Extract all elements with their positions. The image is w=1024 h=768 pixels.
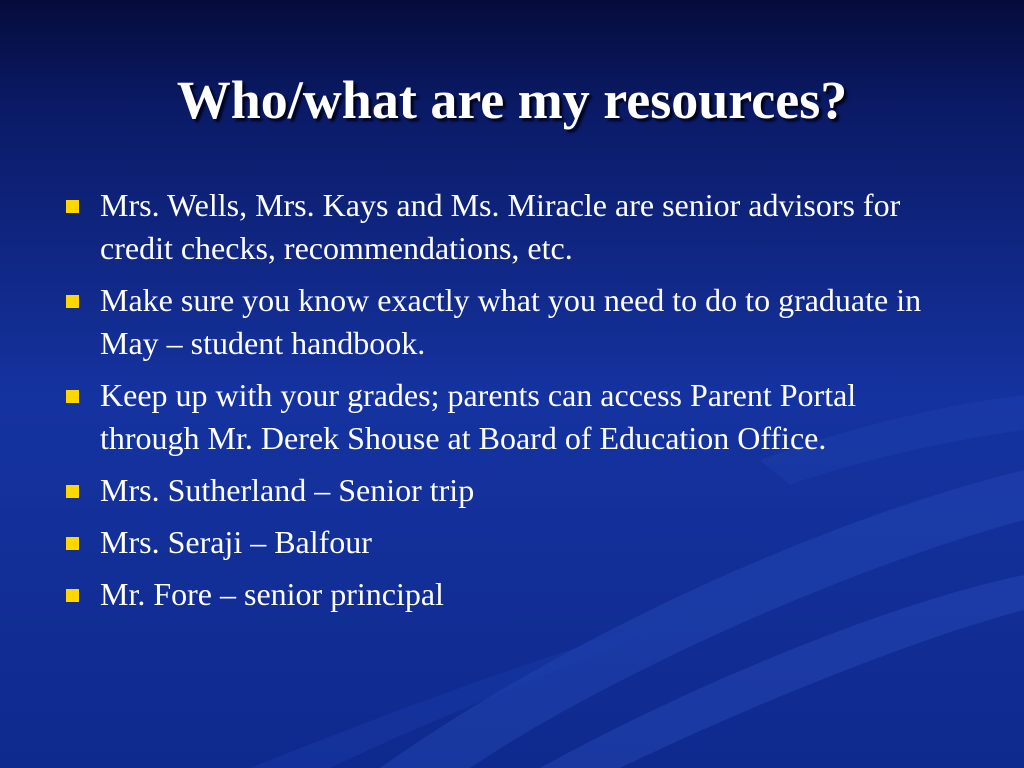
bullet-item [62,184,942,270]
square-bullet-icon [66,485,79,498]
bullet-text: Keep up with your grades; parents can access Parent Portal through Mr. Derek Shouse at Board of Education Office. [100,377,857,456]
bullet-text: Mrs. Seraji – Balfour [100,524,372,560]
bullet-text: Mrs. Wells, Mrs. Kays and Ms. Miracle are senior advisors for credit checks, recommendations, etc. [100,187,901,266]
square-bullet-icon [66,589,79,602]
bullet-list [62,184,942,625]
square-bullet-icon [66,390,79,403]
bullet-item [62,469,942,512]
square-bullet-icon [66,200,79,213]
bullet-text: Make sure you know exactly what you need to do to graduate in May – student handbook. [100,282,922,361]
slide-title: Who/what are my resources? [176,70,848,130]
bullet-item [62,374,942,460]
square-bullet-icon [66,295,79,308]
bullet-item [62,573,942,616]
square-bullet-icon [66,537,79,550]
bullet-item [62,279,942,365]
bullet-item [62,521,942,564]
bullet-text: Mrs. Sutherland – Senior trip [100,472,475,508]
bullet-text: Mr. Fore – senior principal [100,576,444,612]
